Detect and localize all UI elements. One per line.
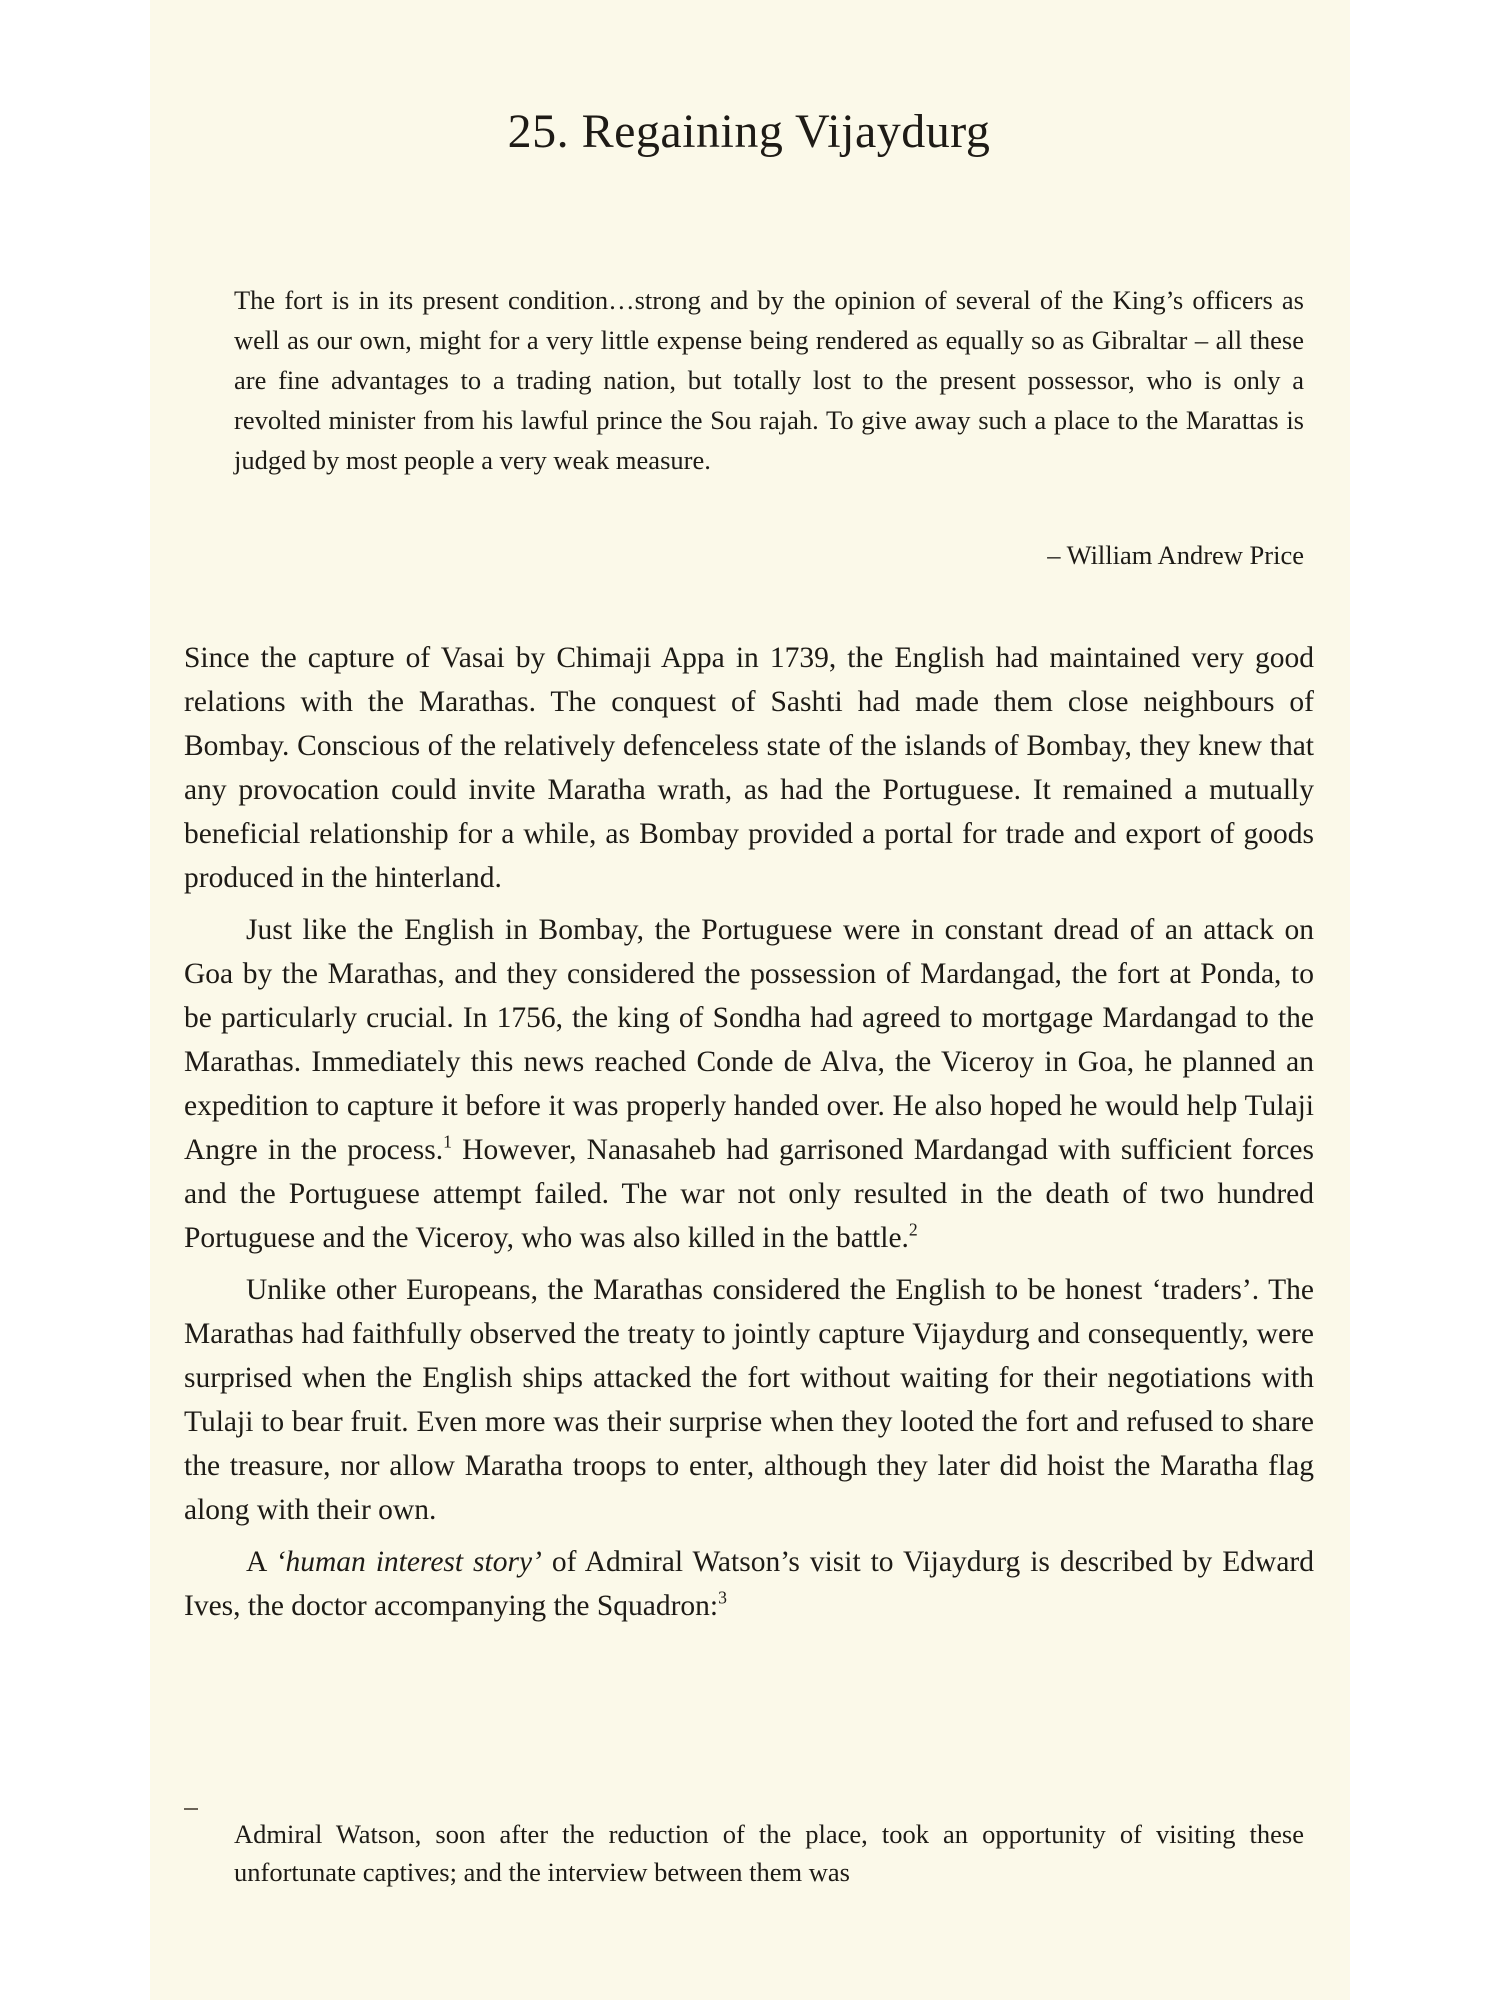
body-text	[184, 636, 1314, 1636]
margin-mark	[184, 1808, 198, 1810]
paragraph-4	[184, 1540, 1314, 1628]
epigraph-quote: The fort is in its present condition…strong and by the opinion of several of the King’s officers as well as our own, might for a very little expense being rendered as equally so as Gibraltar – all these are fine advantages to a trading nation, but totally lost to the present possessor, who is only a revolted minister from his lawful prince the Sou rajah. To give away such a place to the Marattas is judged by most people a very weak measure.	[234, 285, 1304, 475]
paragraph-2	[184, 908, 1314, 1260]
paragraph-2-part-b: However, Nanasaheb had garrisoned Mardangad with sufficient forces and the Portuguese attempt failed. The war not only resulted in the death of two hundred Portuguese and the Viceroy, who was also killed in the battle.	[184, 1134, 1314, 1254]
footnote-ref-2[interactable]: 2	[908, 1219, 918, 1240]
book-page	[150, 0, 1350, 2000]
block-quote: Admiral Watson, soon after the reduction of the place, took an opportunity of visiting these unfortunate captives; and the interview between them was	[234, 1819, 1304, 1887]
footnote-ref-1[interactable]: 1	[443, 1131, 452, 1152]
paragraph-2-part-a: Just like the English in Bombay, the Portuguese were in constant dread of an attack on Goa by the Marathas, and they considered the possession of Mardangad, the fort at Ponda, to be particularly crucial. In 1756, the king of Sondha had agreed to mortgage Mardangad to the Marathas. Immediately this news reached Conde de Alva, the Viceroy in Goa, he planned an expedition to capture it before it was properly handed over. He also hoped he would help Tulaji Angre in the process.	[184, 914, 1314, 1166]
paragraph-4-start: A	[246, 1546, 276, 1578]
paragraph-4-italic: ‘human interest story’	[275, 1546, 542, 1578]
footnote-ref-3[interactable]: 3	[718, 1587, 727, 1608]
epigraph-attribution: – William Andrew Price	[1047, 540, 1304, 570]
paragraph-1: Since the capture of Vasai by Chimaji Appa in 1739, the English had maintained very good relations with the Marathas. The conquest of Sashti had made them close neighbours of Bombay. Conscious of the relatively defenceless state of the islands of Bombay, they knew that any provocation could invite Maratha wrath, as had the Portuguese. It remained a mutually beneficial relationship for a while, as Bombay provided a portal for trade and export of goods produced in the hinterland.	[184, 642, 1314, 894]
paragraph-3: Unlike other Europeans, the Marathas considered the English to be honest ‘traders’. The Marathas had faithfully observed the treaty to jointly capture Vijaydurg and consequently, were surprised when the English ships attacked the fort without waiting for their negotiations with Tulaji to bear fruit. Even more was their surprise when they looted the fort and refused to share the treasure, nor allow Maratha troops to enter, although they later did hoist the Maratha flag along with their own.	[184, 1274, 1314, 1526]
paragraph-4-rest: of Admiral Watson’s visit to Vijaydurg is described by Edward Ives, the doctor accompanying the Squadron:	[184, 1546, 1314, 1622]
chapter-title: 25. Regaining Vijaydurg	[507, 105, 991, 158]
